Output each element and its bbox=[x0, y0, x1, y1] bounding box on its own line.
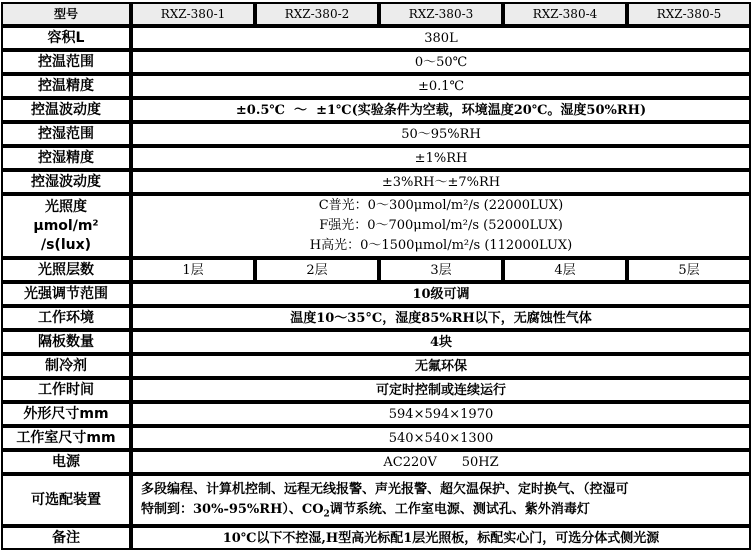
notes-label: 备注 bbox=[1, 526, 131, 550]
co2-subscript: 2 bbox=[323, 509, 330, 520]
environment-label: 工作环境 bbox=[1, 306, 131, 330]
illuminance-label-line: 光照度 bbox=[45, 198, 87, 215]
options-line-2 bbox=[141, 500, 743, 520]
model-2: RXZ-380-2 bbox=[255, 2, 379, 26]
options-line-2-suffix: 调节系统、工作室电源、测试孔、紫外消毒灯 bbox=[329, 502, 590, 517]
row-light-layers bbox=[1, 258, 751, 282]
volume-value: 380L bbox=[131, 26, 751, 50]
options-line-2-prefix: 特制到：30%-95%RH）、CO bbox=[141, 502, 324, 517]
power-label: 电源 bbox=[1, 450, 131, 474]
notes-value: 10℃以下不控湿,H型高光标配1层光照板，标配实心门，可选分体式侧光源 bbox=[131, 526, 751, 550]
light-layers-2: 2层 bbox=[255, 258, 379, 282]
illuminance-label-line: /s(lux) bbox=[40, 236, 92, 253]
shelves-value: 4块 bbox=[131, 330, 751, 354]
refrigerant-label: 制冷剂 bbox=[1, 354, 131, 378]
illuminance-line-c: C普光：0～300μmol/m²/s (22000LUX) bbox=[318, 198, 564, 213]
illuminance-line-h: H高光：0～1500μmol/m²/s (112000LUX) bbox=[309, 238, 573, 253]
row-humidity-fluctuation bbox=[1, 170, 751, 194]
work-time-value: 可定时控制或连续运行 bbox=[131, 378, 751, 402]
chamber-size-label: 工作室尺寸mm bbox=[1, 426, 131, 450]
row-temp-precision bbox=[1, 74, 751, 98]
model-4: RXZ-380-4 bbox=[503, 2, 627, 26]
chamber-size-value: 540×540×1300 bbox=[131, 426, 751, 450]
temp-fluctuation-value: ±0.5℃ ～ ±1℃(实验条件为空载，环境温度20℃。湿度50%RH) bbox=[131, 98, 751, 122]
humidity-precision-value: ±1%RH bbox=[131, 146, 751, 170]
row-chamber-size bbox=[1, 426, 751, 450]
humidity-precision-label: 控湿精度 bbox=[1, 146, 131, 170]
temp-precision-label: 控温精度 bbox=[1, 74, 131, 98]
row-humidity-range bbox=[1, 122, 751, 146]
model-5: RXZ-380-5 bbox=[627, 2, 751, 26]
outer-size-label: 外形尺寸mm bbox=[1, 402, 131, 426]
row-temp-range bbox=[1, 50, 751, 74]
illuminance-line-f: F强光：0～700μmol/m²/s (52000LUX) bbox=[319, 218, 563, 233]
humidity-fluctuation-label: 控湿波动度 bbox=[1, 170, 131, 194]
shelves-label: 隔板数量 bbox=[1, 330, 131, 354]
light-layers-5: 5层 bbox=[627, 258, 751, 282]
illuminance-value bbox=[131, 194, 751, 258]
outer-size-value: 594×594×1970 bbox=[131, 402, 751, 426]
humidity-fluctuation-value: ±3%RH～±7%RH bbox=[131, 170, 751, 194]
power-value: AC220V 50HZ bbox=[131, 450, 751, 474]
row-power bbox=[1, 450, 751, 474]
row-options bbox=[1, 474, 751, 526]
volume-label: 容积L bbox=[1, 26, 131, 50]
refrigerant-value: 无氟环保 bbox=[131, 354, 751, 378]
row-refrigerant bbox=[1, 354, 751, 378]
work-time-label: 工作时间 bbox=[1, 378, 131, 402]
row-temp-fluctuation bbox=[1, 98, 751, 122]
row-illuminance bbox=[1, 194, 751, 258]
row-shelves bbox=[1, 330, 751, 354]
temp-precision-value: ±0.1℃ bbox=[131, 74, 751, 98]
options-label: 可选配装置 bbox=[1, 474, 131, 526]
header-label: 型号 bbox=[1, 2, 131, 26]
header-row bbox=[1, 2, 751, 26]
row-light-adjust bbox=[1, 282, 751, 306]
row-notes bbox=[1, 526, 751, 550]
temp-range-label: 控温范围 bbox=[1, 50, 131, 74]
light-layers-3: 3层 bbox=[379, 258, 503, 282]
row-volume bbox=[1, 26, 751, 50]
temp-fluctuation-label: 控温波动度 bbox=[1, 98, 131, 122]
spec-table bbox=[1, 2, 751, 550]
row-outer-size bbox=[1, 402, 751, 426]
light-layers-label: 光照层数 bbox=[1, 258, 131, 282]
humidity-range-value: 50～95%RH bbox=[131, 122, 751, 146]
options-line-1: 多段编程、计算机控制、远程无线报警、声光报警、超欠温保护、定时换气、（控湿可 bbox=[141, 482, 629, 497]
illuminance-label-line: μmol/m² bbox=[33, 217, 99, 234]
model-1: RXZ-380-1 bbox=[131, 2, 255, 26]
row-work-time bbox=[1, 378, 751, 402]
environment-value: 温度10～35°C，湿度85%RH以下，无腐蚀性气体 bbox=[131, 306, 751, 330]
options-value bbox=[131, 474, 751, 526]
temp-range-value: 0～50℃ bbox=[131, 50, 751, 74]
light-layers-4: 4层 bbox=[503, 258, 627, 282]
row-humidity-precision bbox=[1, 146, 751, 170]
humidity-range-label: 控湿范围 bbox=[1, 122, 131, 146]
illuminance-label bbox=[1, 194, 131, 258]
light-adjust-value: 10级可调 bbox=[131, 282, 751, 306]
row-environment bbox=[1, 306, 751, 330]
light-adjust-label: 光强调节范围 bbox=[1, 282, 131, 306]
model-3: RXZ-380-3 bbox=[379, 2, 503, 26]
light-layers-1: 1层 bbox=[131, 258, 255, 282]
